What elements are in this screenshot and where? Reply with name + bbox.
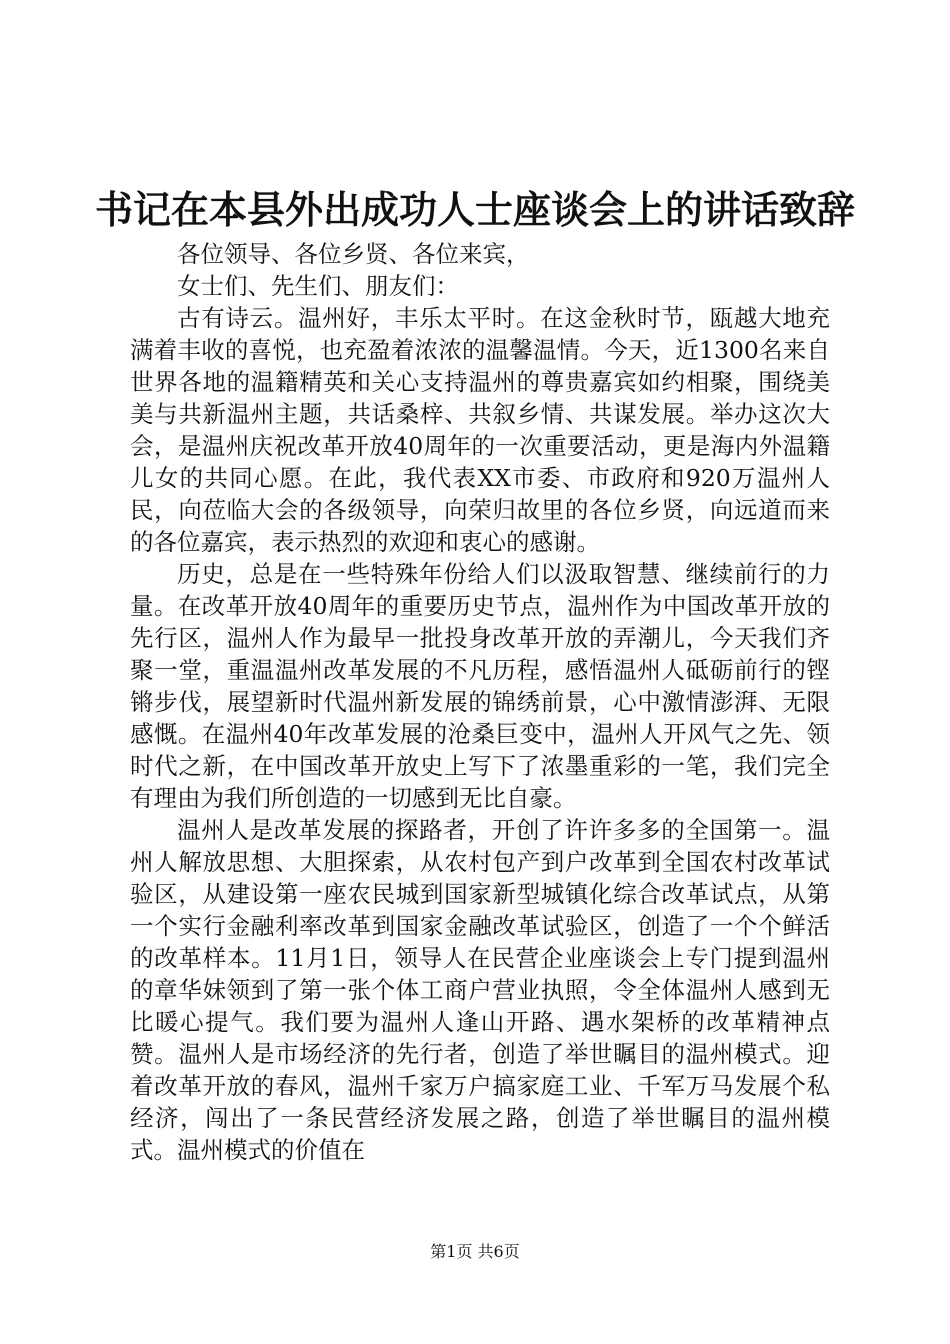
document-body <box>130 238 830 1166</box>
document-title: 书记在本县外出成功人士座谈会上的讲话致辞 <box>94 187 855 232</box>
salutation-line-2: 女士们、先生们、朋友们： <box>177 272 459 300</box>
paragraph-opening: 古有诗云。温州好，丰乐太平时。在这金秋时节，瓯越大地充满着丰收的喜悦，也充盈着浓浓的温馨温情。今天，近1300名来自世界各地的温籍精英和关心支持温州的尊贵嘉宾如约相聚，围绕美美与共新温州主题，共话桑梓、共叙乡情、共谋发展。举办这次大会，是温州庆祝改革开放40周年的一次重要活动，更是海内外温籍儿女的共同心愿。在此，我代表XX市委、市政府和920万温州人民，向莅临大会的各级领导，向荣归故里的各位乡贤，向远道而来的各位嘉宾，表示热烈的欢迎和衷心的感谢。 <box>130 304 830 556</box>
salutation-line-1: 各位领导、各位乡贤、各位来宾， <box>177 240 530 268</box>
paragraph-history: 历史，总是在一些特殊年份给人们以汲取智慧、继续前行的力量。在改革开放40周年的重要历史节点，温州作为中国改革开放的先行区，温州人作为最早一批投身改革开放的弄潮儿，今天我们齐聚一堂，重温温州改革发展的不凡历程，感悟温州人砥砺前行的铿锵步伐，展望新时代温州新发展的锦绣前景，心中激情澎湃、无限感慨。在温州40年改革发展的沧桑巨变中，温州人开风气之先、领时代之新，在中国改革开放史上写下了浓墨重彩的一笔，我们完全有理由为我们所创造的一切感到无比自豪。 <box>130 560 830 812</box>
paragraph-pioneers: 温州人是改革发展的探路者，开创了许许多多的全国第一。温州人解放思想、大胆探索，从农村包产到户改革到全国农村改革试验区，从建设第一座农民城到国家新型城镇化综合改革试点，从第一个实行金融利率改革到国家金融改革试验区，创造了一个个鲜活的改革样本。11月1日，领导人在民营企业座谈会上专门提到温州的章华妹领到了第一张个体工商户营业执照，令全体温州人感到无比暖心提气。我们要为温州人逢山开路、遇水架桥的改革精神点赞。温州人是市场经济的先行者，创造了举世瞩目的温州模式。迎着改革开放的春风，温州千家万户搞家庭工业、千军万马发展个私经济，闯出了一条民营经济发展之路，创造了举世瞩目的温州模式。温州模式的价值在 <box>130 816 830 1164</box>
page-number-footer: 第1页 共6页 <box>430 1242 520 1261</box>
